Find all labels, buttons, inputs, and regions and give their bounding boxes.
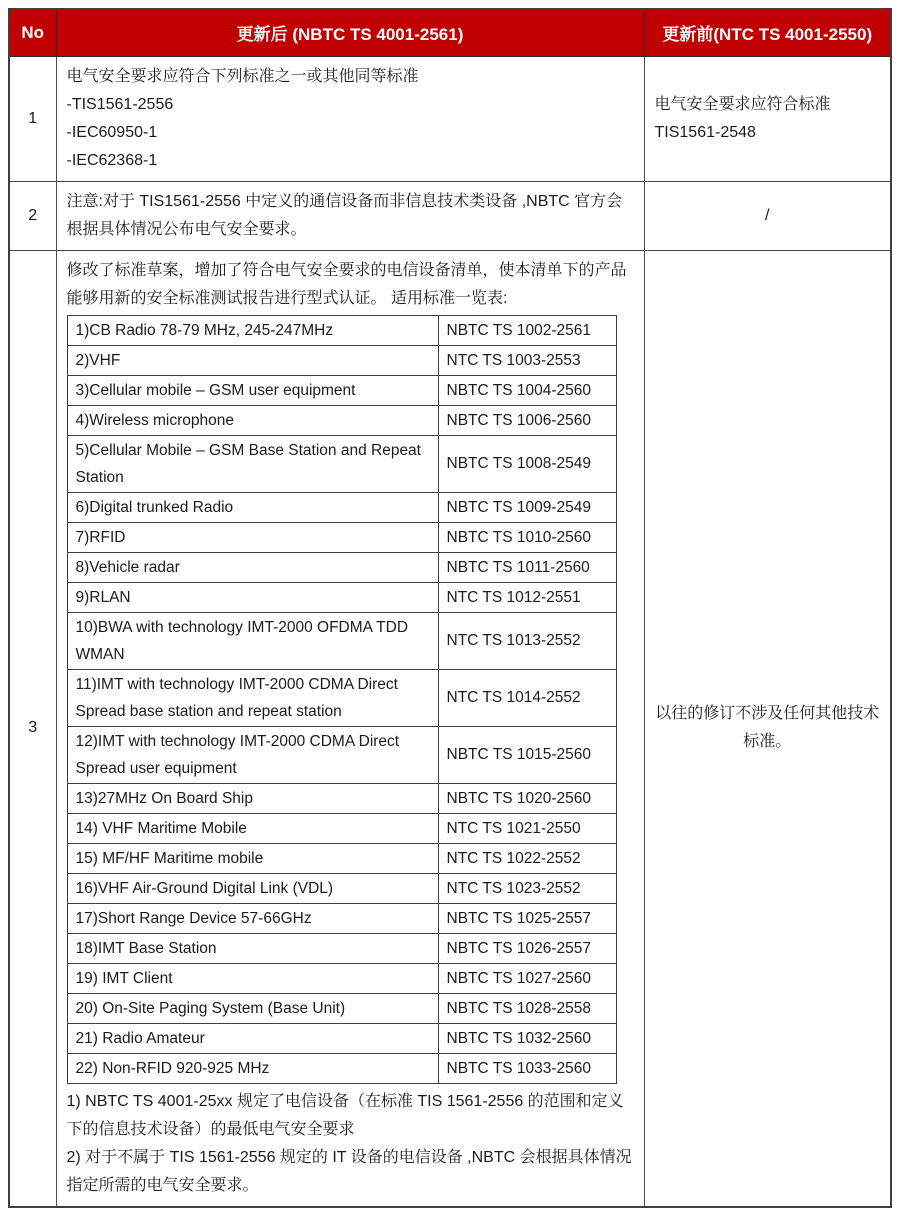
standards-row bbox=[67, 873, 616, 903]
standard-cell: NBTC TS 1027-2560 bbox=[438, 963, 616, 993]
standard-cell: NBTC TS 1008-2549 bbox=[438, 435, 616, 492]
row2-after-cell: 注意:对于 TIS1561-2556 中定义的通信设备而非信息技术类设备 ,NBTC 官方会根据具体情况公布电气安全要求。 bbox=[56, 181, 644, 250]
row1-before-line: 电气安全要求应符合标准 bbox=[654, 95, 831, 113]
standards-row bbox=[67, 993, 616, 1023]
device-cell: 18)IMT Base Station bbox=[67, 933, 438, 963]
device-cell: 8)Vehicle radar bbox=[67, 552, 438, 582]
device-cell: 7)RFID bbox=[67, 522, 438, 552]
device-cell: 3)Cellular mobile – GSM user equipment bbox=[67, 375, 438, 405]
row3-after-cell bbox=[56, 250, 644, 1207]
device-cell: 19) IMT Client bbox=[67, 963, 438, 993]
row1-after-line: 电气安全要求应符合下列标准之一或其他同等标准 bbox=[66, 67, 419, 85]
standards-row bbox=[67, 813, 616, 843]
row3-number: 3 bbox=[9, 250, 56, 1207]
device-cell: 9)RLAN bbox=[67, 582, 438, 612]
standards-row bbox=[67, 375, 616, 405]
row2-number: 2 bbox=[9, 181, 56, 250]
standards-table bbox=[67, 315, 617, 1084]
standards-row bbox=[67, 582, 616, 612]
standards-row bbox=[67, 1053, 616, 1083]
row3-before-cell: 以往的修订不涉及任何其他技术标准。 bbox=[644, 250, 891, 1207]
device-cell: 22) Non-RFID 920-925 MHz bbox=[67, 1053, 438, 1083]
device-cell: 5)Cellular Mobile – GSM Base Station and Repeat Station bbox=[67, 435, 438, 492]
standard-cell: NBTC TS 1009-2549 bbox=[438, 492, 616, 522]
standard-cell: NBTC TS 1015-2560 bbox=[438, 726, 616, 783]
standards-row bbox=[67, 726, 616, 783]
standard-cell: NBTC TS 1020-2560 bbox=[438, 783, 616, 813]
standards-row bbox=[67, 315, 616, 345]
device-cell: 16)VHF Air-Ground Digital Link (VDL) bbox=[67, 873, 438, 903]
device-cell: 1)CB Radio 78-79 MHz, 245-247MHz bbox=[67, 315, 438, 345]
device-cell: 2)VHF bbox=[67, 345, 438, 375]
standard-cell: NBTC TS 1004-2560 bbox=[438, 375, 616, 405]
standards-row bbox=[67, 522, 616, 552]
standard-cell: NBTC TS 1025-2557 bbox=[438, 903, 616, 933]
standards-row bbox=[67, 903, 616, 933]
header-row bbox=[9, 9, 891, 56]
device-cell: 12)IMT with technology IMT-2000 CDMA Direct Spread user equipment bbox=[67, 726, 438, 783]
device-cell: 21) Radio Amateur bbox=[67, 1023, 438, 1053]
standard-cell: NTC TS 1014-2552 bbox=[438, 669, 616, 726]
device-cell: 6)Digital trunked Radio bbox=[67, 492, 438, 522]
standard-cell: NBTC TS 1002-2561 bbox=[438, 315, 616, 345]
standard-cell: NTC TS 1023-2552 bbox=[438, 873, 616, 903]
row1-after-cell bbox=[56, 56, 644, 181]
standards-row bbox=[67, 843, 616, 873]
footnote-2: 2) 对于不属于 TIS 1561-2556 规定的 IT 设备的电信设备 ,NBTC 会根据具体情况指定所需的电气安全要求。 bbox=[66, 1148, 632, 1194]
footnote-1: 1) NBTC TS 4001-25xx 规定了电信设备（在标准 TIS 1561-2556 的范围和定义下的信息技术设备）的最低电气安全要求 bbox=[66, 1092, 624, 1138]
standards-row bbox=[67, 1023, 616, 1053]
standard-cell: NBTC TS 1010-2560 bbox=[438, 522, 616, 552]
table-row-2 bbox=[9, 181, 891, 250]
standard-cell: NBTC TS 1032-2560 bbox=[438, 1023, 616, 1053]
standards-row bbox=[67, 783, 616, 813]
device-cell: 11)IMT with technology IMT-2000 CDMA Direct Spread base station and repeat station bbox=[67, 669, 438, 726]
row1-after-line: -IEC62368-1 bbox=[66, 151, 158, 169]
device-cell: 14) VHF Maritime Mobile bbox=[67, 813, 438, 843]
standard-cell: NTC TS 1022-2552 bbox=[438, 843, 616, 873]
standard-cell: NTC TS 1021-2550 bbox=[438, 813, 616, 843]
table-row-3 bbox=[9, 250, 891, 1207]
standard-cell: NBTC TS 1033-2560 bbox=[438, 1053, 616, 1083]
row1-after-line: -IEC60950-1 bbox=[66, 123, 158, 141]
header-col-no: No bbox=[9, 9, 56, 56]
standards-row bbox=[67, 405, 616, 435]
standards-row bbox=[67, 612, 616, 669]
standard-cell: NTC TS 1013-2552 bbox=[438, 612, 616, 669]
standard-cell: NTC TS 1003-2553 bbox=[438, 345, 616, 375]
standards-row bbox=[67, 345, 616, 375]
device-cell: 17)Short Range Device 57-66GHz bbox=[67, 903, 438, 933]
row1-number: 1 bbox=[9, 56, 56, 181]
device-cell: 15) MF/HF Maritime mobile bbox=[67, 843, 438, 873]
device-cell: 4)Wireless microphone bbox=[67, 405, 438, 435]
table-row-1 bbox=[9, 56, 891, 181]
device-cell: 20) On-Site Paging System (Base Unit) bbox=[67, 993, 438, 1023]
standards-row bbox=[67, 963, 616, 993]
standards-row bbox=[67, 669, 616, 726]
standards-row bbox=[67, 435, 616, 492]
standard-cell: NBTC TS 1006-2560 bbox=[438, 405, 616, 435]
device-cell: 13)27MHz On Board Ship bbox=[67, 783, 438, 813]
row1-before-cell bbox=[644, 56, 891, 181]
standard-cell: NBTC TS 1011-2560 bbox=[438, 552, 616, 582]
header-col-updated-before: 更新前(NTC TS 4001-2550) bbox=[644, 9, 891, 56]
standard-cell: NBTC TS 1028-2558 bbox=[438, 993, 616, 1023]
row1-after-line: -TIS1561-2556 bbox=[66, 95, 174, 113]
row3-intro-text: 修改了标准草案，增加了符合电气安全要求的电信设备清单，使本清单下的产品能够用新的安全标准测试报告进行型式认证。 适用标准一览表: bbox=[66, 261, 627, 307]
standards-row bbox=[67, 492, 616, 522]
row2-before-cell: / bbox=[644, 181, 891, 250]
comparison-table bbox=[8, 8, 892, 1208]
standard-cell: NTC TS 1012-2551 bbox=[438, 582, 616, 612]
device-cell: 10)BWA with technology IMT-2000 OFDMA TDD WMAN bbox=[67, 612, 438, 669]
header-col-updated-after: 更新后 (NBTC TS 4001-2561) bbox=[56, 9, 644, 56]
standards-row bbox=[67, 933, 616, 963]
standards-row bbox=[67, 552, 616, 582]
row1-before-line: TIS1561-2548 bbox=[654, 123, 756, 141]
standard-cell: NBTC TS 1026-2557 bbox=[438, 933, 616, 963]
